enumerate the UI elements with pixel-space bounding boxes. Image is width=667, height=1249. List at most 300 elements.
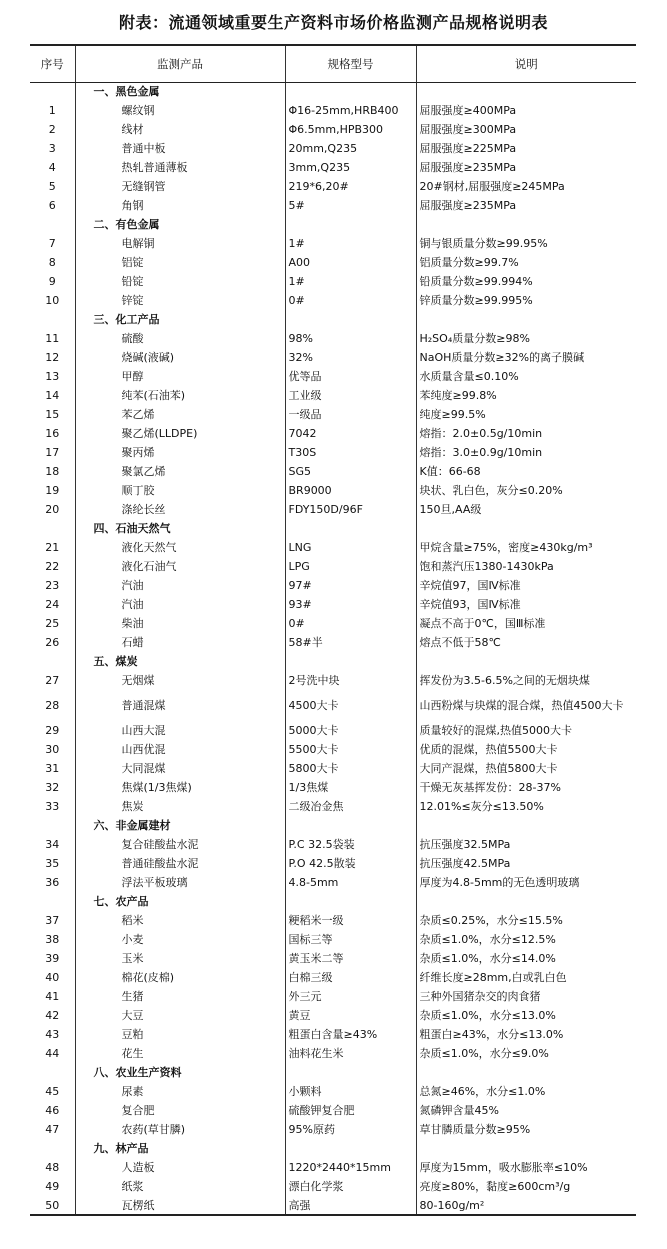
table-row [30,101,636,120]
product-name: 农药(草甘膦) [75,1120,285,1139]
description: 亮度≥80%，黏度≥600cm³/g [416,1177,636,1196]
table-row [30,177,636,196]
table-row [30,595,636,614]
product-name: 焦煤(1/3焦煤) [75,778,285,797]
table-row [30,443,636,462]
product-name: 山西优混 [75,740,285,759]
section-spec-cell [285,1139,416,1158]
table-row [30,987,636,1006]
section-desc-cell [416,816,636,835]
row-number: 41 [45,990,60,1003]
product-name: 铅锭 [75,272,285,291]
table-title: 附表：流通领域重要生产资料市场价格监测产品规格说明表 [118,13,548,32]
table-row [30,272,636,291]
product-name: 大同混煤 [75,759,285,778]
spec-model: 97# [285,576,416,595]
section-title: 六、非金属建材 [75,816,285,835]
row-number: 14 [45,389,60,402]
row-number: 27 [45,674,60,687]
section-no-cell [30,82,75,101]
product-name: 瓦楞纸 [75,1196,285,1215]
spec-model: 硫酸钾复合肥 [285,1101,416,1120]
section-row [30,310,636,329]
product-name: 液化天然气 [75,538,285,557]
row-number: 23 [45,579,60,592]
spec-model: Φ6.5mm,HPB300 [285,120,416,139]
section-row [30,215,636,234]
spec-model: 3mm,Q235 [285,158,416,177]
product-name: 浮法平板玻璃 [75,873,285,892]
row-number: 35 [45,857,60,870]
table-row [30,329,636,348]
spec-model: 1# [285,272,416,291]
header-desc: 说明 [416,45,636,82]
section-row [30,519,636,538]
description: 饱和蒸汽压1380-1430kPa [416,557,636,576]
spec-model: 5500大卡 [285,740,416,759]
spec-model: LPG [285,557,416,576]
description: 杂质≤1.0%，水分≤12.5% [416,930,636,949]
description: 水质量含量≤0.10% [416,367,636,386]
row-number: 42 [45,1009,60,1022]
description: 优质的混煤，热值5500大卡 [416,740,636,759]
table-row [30,778,636,797]
row-number: 18 [45,465,60,478]
row-number: 33 [45,800,60,813]
header-no: 序号 [30,45,75,82]
product-name: 纸浆 [75,1177,285,1196]
product-name: 花生 [75,1044,285,1063]
row-number: 32 [45,781,60,794]
header-product: 监测产品 [75,45,285,82]
description: 总氮≥46%，水分≤1.0% [416,1082,636,1101]
description: 山西粉煤与块煤的混合煤，热值4500大卡 [416,690,636,721]
header-spec: 规格型号 [285,45,416,82]
description: 甲烷含量≥75%，密度≥430kg/m³ [416,538,636,557]
row-number: 21 [45,541,60,554]
description: 20#钢材,屈服强度≥245MPa [416,177,636,196]
product-name: 聚氯乙烯 [75,462,285,481]
table-row [30,158,636,177]
product-name: 无缝钢管 [75,177,285,196]
table-row [30,424,636,443]
description: H₂SO₄质量分数≥98% [416,329,636,348]
section-row [30,652,636,671]
row-number: 47 [45,1123,60,1136]
row-number: 29 [45,724,60,737]
table-row [30,759,636,778]
section-desc-cell [416,1063,636,1082]
product-name: 锌锭 [75,291,285,310]
table-row [30,1025,636,1044]
spec-model: 粳稻米一级 [285,911,416,930]
product-name: 复合硅酸盐水泥 [75,835,285,854]
section-spec-cell [285,892,416,911]
table-row [30,797,636,816]
table-row [30,968,636,987]
description: 屈服强度≥225MPa [416,139,636,158]
section-title: 四、石油天然气 [75,519,285,538]
description: 熔指：2.0±0.5g/10min [416,424,636,443]
section-no-cell [30,215,75,234]
description: 屈服强度≥300MPa [416,120,636,139]
row-number: 16 [45,427,60,440]
spec-model: LNG [285,538,416,557]
spec-model: FDY150D/96F [285,500,416,519]
product-name: 棉花(皮棉) [75,968,285,987]
product-name: 山西大混 [75,721,285,740]
spec-model: 一级品 [285,405,416,424]
section-spec-cell [285,82,416,101]
table-row [30,576,636,595]
row-number: 31 [45,762,60,775]
description: 草甘膦质量分数≥95% [416,1120,636,1139]
row-number: 1 [48,104,56,117]
product-name: 稻米 [75,911,285,930]
table-row [30,291,636,310]
section-no-cell [30,816,75,835]
table-row [30,481,636,500]
spec-model: 0# [285,291,416,310]
spec-model: P.O 42.5散装 [285,854,416,873]
description: 80-160g/m² [416,1196,636,1215]
section-row [30,1139,636,1158]
description: 块状、乳白色，灰分≤0.20% [416,481,636,500]
table-row [30,721,636,740]
spec-model: 0# [285,614,416,633]
product-name: 玉米 [75,949,285,968]
spec-model: P.C 32.5袋装 [285,835,416,854]
row-number: 36 [45,876,60,889]
product-name: 聚丙烯 [75,443,285,462]
description: NaOH质量分数≥32%的离子膜碱 [416,348,636,367]
table-row [30,930,636,949]
product-name: 热轧普通薄板 [75,158,285,177]
product-name: 尿素 [75,1082,285,1101]
description: 熔指：3.0±0.9g/10min [416,443,636,462]
row-number: 44 [45,1047,60,1060]
description: 大同产混煤，热值5800大卡 [416,759,636,778]
row-number: 20 [45,503,60,516]
table-row [30,1006,636,1025]
spec-model: 1220*2440*15mm [285,1158,416,1177]
table-row [30,234,636,253]
description: 质量较好的混煤,热值5000大卡 [416,721,636,740]
table-row [30,1177,636,1196]
spec-model: 黄豆 [285,1006,416,1025]
section-spec-cell [285,310,416,329]
row-number: 39 [45,952,60,965]
product-name: 液化石油气 [75,557,285,576]
table-body [30,82,636,1215]
description: 纯度≥99.5% [416,405,636,424]
section-spec-cell [285,652,416,671]
spec-model: 93# [285,595,416,614]
product-name: 汽油 [75,595,285,614]
table-row [30,671,636,690]
description: 锌质量分数≥99.995% [416,291,636,310]
row-number: 9 [48,275,56,288]
row-number: 19 [45,484,60,497]
row-number: 34 [45,838,60,851]
table-row [30,1044,636,1063]
spec-model: 32% [285,348,416,367]
description: 12.01%≤灰分≤13.50% [416,797,636,816]
description: 铜与银质量分数≥99.95% [416,234,636,253]
product-name: 普通混煤 [75,690,285,721]
section-no-cell [30,1063,75,1082]
spec-model: 1# [285,234,416,253]
product-name: 硫酸 [75,329,285,348]
spec-model: Φ16-25mm,HRB400 [285,101,416,120]
row-number: 3 [48,142,56,155]
spec-model: 漂白化学浆 [285,1177,416,1196]
row-number: 50 [30,1196,75,1215]
table-row [30,367,636,386]
table-row [30,1082,636,1101]
row-number: 40 [45,971,60,984]
section-title: 五、煤炭 [75,652,285,671]
product-name: 角钢 [75,196,285,215]
table-row [30,538,636,557]
product-name: 小麦 [75,930,285,949]
spec-model: 二级冶金焦 [285,797,416,816]
description: 抗压强度32.5MPa [416,835,636,854]
description: 粗蛋白≥43%，水分≤13.0% [416,1025,636,1044]
description: 挥发份为3.5-6.5%之间的无烟块煤 [416,671,636,690]
product-name: 生猪 [75,987,285,1006]
spec-model: SG5 [285,462,416,481]
row-number: 17 [45,446,60,459]
spec-model: 高强 [285,1196,416,1215]
description: 干燥无灰基挥发份：28-37% [416,778,636,797]
spec-model: 工业级 [285,386,416,405]
row-number: 28 [45,699,60,712]
spec-model: 7042 [285,424,416,443]
row-number: 45 [45,1085,60,1098]
spec-model: 2号洗中块 [285,671,416,690]
section-row [30,892,636,911]
row-number: 43 [45,1028,60,1041]
description: 凝点不高于0℃，国Ⅲ标准 [416,614,636,633]
table-row [30,405,636,424]
section-no-cell [30,1139,75,1158]
row-number: 8 [48,256,56,269]
product-name: 复合肥 [75,1101,285,1120]
row-number: 5 [48,180,56,193]
table-header [30,45,636,82]
product-name: 纯苯(石油苯) [75,386,285,405]
row-number: 38 [45,933,60,946]
table-row [30,1120,636,1139]
table-row [30,911,636,930]
row-number: 48 [45,1161,60,1174]
spec-model: A00 [285,253,416,272]
description: 杂质≤0.25%，水分≤15.5% [416,911,636,930]
row-number: 30 [45,743,60,756]
product-name: 螺纹钢 [75,101,285,120]
row-number: 11 [45,332,60,345]
product-name: 柴油 [75,614,285,633]
section-spec-cell [285,519,416,538]
row-number: 25 [45,617,60,630]
product-name: 焦炭 [75,797,285,816]
description: 杂质≤1.0%，水分≤9.0% [416,1044,636,1063]
section-desc-cell [416,519,636,538]
table-row [30,949,636,968]
table-row [30,633,636,652]
row-number: 24 [45,598,60,611]
row-number: 26 [45,636,60,649]
spec-model: 1/3焦煤 [285,778,416,797]
product-name: 聚乙烯(LLDPE) [75,424,285,443]
spec-model: 4.8-5mm [285,873,416,892]
section-desc-cell [416,82,636,101]
section-spec-cell [285,215,416,234]
product-name: 线材 [75,120,285,139]
description: 杂质≤1.0%，水分≤14.0% [416,949,636,968]
row-number: 6 [48,199,56,212]
spec-model: 58#半 [285,633,416,652]
product-name: 顺丁胶 [75,481,285,500]
spec-model: 5# [285,196,416,215]
description: 屈服强度≥400MPa [416,101,636,120]
product-name: 汽油 [75,576,285,595]
table-row [30,1158,636,1177]
spec-model: 5800大卡 [285,759,416,778]
section-no-cell [30,892,75,911]
description: 辛烷值93，国Ⅳ标准 [416,595,636,614]
product-name: 普通硅酸盐水泥 [75,854,285,873]
table-row [30,557,636,576]
section-no-cell [30,652,75,671]
row-number: 46 [45,1104,60,1117]
spec-model: 白棉三级 [285,968,416,987]
description: 屈服强度≥235MPa [416,158,636,177]
row-number: 2 [48,123,56,136]
description: 厚度为4.8-5mm的无色透明玻璃 [416,873,636,892]
description: 三种外国猪杂交的肉食猪 [416,987,636,1006]
description: 杂质≤1.0%，水分≤13.0% [416,1006,636,1025]
section-title: 二、有色金属 [75,215,285,234]
section-row [30,816,636,835]
spec-model: 5000大卡 [285,721,416,740]
section-title: 八、农业生产资料 [75,1063,285,1082]
section-desc-cell [416,652,636,671]
table-row [30,835,636,854]
description: 辛烷值97，国Ⅳ标准 [416,576,636,595]
spec-model: 优等品 [285,367,416,386]
row-number: 37 [45,914,60,927]
spec-model: BR9000 [285,481,416,500]
section-desc-cell [416,215,636,234]
table-row [30,614,636,633]
section-row [30,1063,636,1082]
spec-model: 油料花生米 [285,1044,416,1063]
product-name: 大豆 [75,1006,285,1025]
row-number: 22 [45,560,60,573]
table-row [30,348,636,367]
row-number: 4 [48,161,56,174]
table-row [30,1196,636,1215]
table-row [30,196,636,215]
section-title: 九、林产品 [75,1139,285,1158]
spec-model: 外三元 [285,987,416,1006]
section-no-cell [30,519,75,538]
description: 熔点不低于58℃ [416,633,636,652]
row-number: 12 [45,351,60,364]
row-number: 7 [48,237,56,250]
product-name: 人造板 [75,1158,285,1177]
product-name: 豆粕 [75,1025,285,1044]
product-name: 涤纶长丝 [75,500,285,519]
table-row [30,690,636,721]
description: 铅质量分数≥99.994% [416,272,636,291]
description: 150旦,AA级 [416,500,636,519]
table-row [30,854,636,873]
product-name: 甲醇 [75,367,285,386]
description: 苯纯度≥99.8% [416,386,636,405]
product-name: 铝锭 [75,253,285,272]
spec-model: 小颗料 [285,1082,416,1101]
spec-model: 4500大卡 [285,690,416,721]
table-row [30,1101,636,1120]
description: 纤维长度≥28mm,白或乳白色 [416,968,636,987]
spec-model: 98% [285,329,416,348]
product-name: 电解铜 [75,234,285,253]
section-title: 三、化工产品 [75,310,285,329]
product-name: 普通中板 [75,139,285,158]
section-desc-cell [416,310,636,329]
section-desc-cell [416,892,636,911]
description: K值：66-68 [416,462,636,481]
table-row [30,500,636,519]
row-number: 49 [45,1180,60,1193]
product-name: 无烟煤 [75,671,285,690]
section-spec-cell [285,1063,416,1082]
spec-model: 国标三等 [285,930,416,949]
section-spec-cell [285,816,416,835]
description: 抗压强度42.5MPa [416,854,636,873]
product-name: 烧碱(液碱) [75,348,285,367]
row-number: 15 [45,408,60,421]
product-name: 苯乙烯 [75,405,285,424]
section-title: 一、黑色金属 [75,82,285,101]
table-row [30,120,636,139]
spec-model: 219*6,20# [285,177,416,196]
product-name: 石蜡 [75,633,285,652]
spec-model: 20mm,Q235 [285,139,416,158]
row-number: 13 [45,370,60,383]
spec-model: 粗蛋白含量≥43% [285,1025,416,1044]
spec-model: 95%原药 [285,1120,416,1139]
spec-table [30,44,636,1216]
table-row [30,873,636,892]
section-title: 七、农产品 [75,892,285,911]
table-row [30,462,636,481]
spec-model: T30S [285,443,416,462]
description: 铝质量分数≥99.7% [416,253,636,272]
row-number: 10 [45,294,60,307]
table-row [30,139,636,158]
description: 厚度为15mm，吸水膨胀率≤10% [416,1158,636,1177]
section-desc-cell [416,1139,636,1158]
section-row [30,82,636,101]
table-row [30,253,636,272]
section-no-cell [30,310,75,329]
spec-model: 黄玉米二等 [285,949,416,968]
table-row [30,740,636,759]
